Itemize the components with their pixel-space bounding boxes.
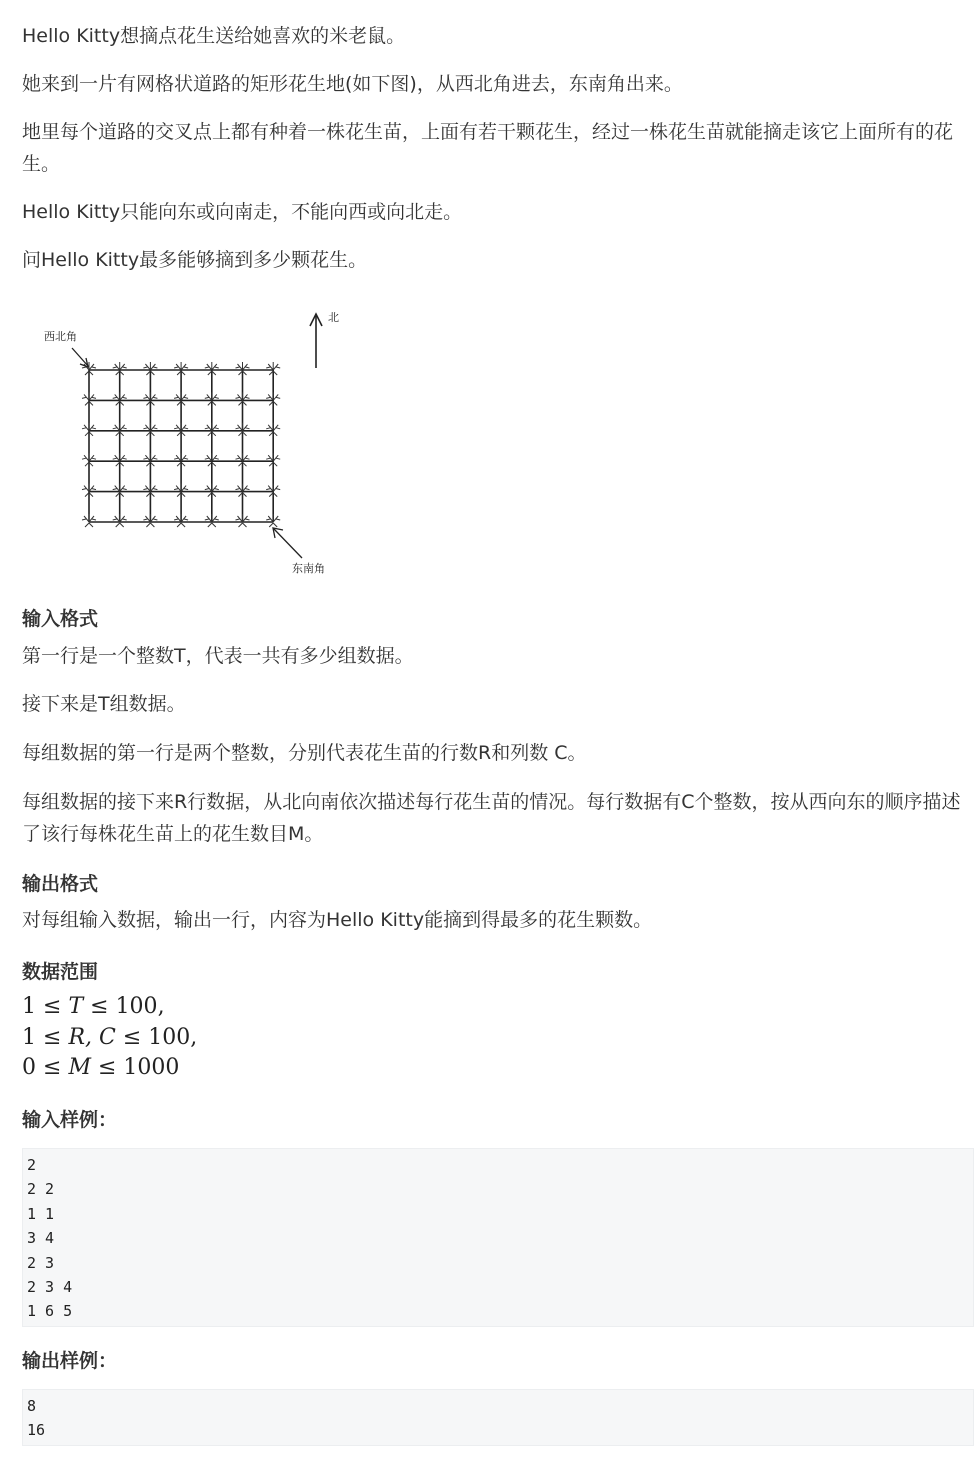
peanut-sprout-icon <box>205 514 219 527</box>
peanut-sprout-icon <box>236 514 250 527</box>
input-format-line: 接下来是T组数据。 <box>22 693 186 715</box>
sample-input-heading: 输入样例： <box>22 1109 118 1131</box>
northwest-label: 西北角 <box>44 330 77 343</box>
code-line: 2 3 <box>27 1253 55 1272</box>
range-line: 0 ≤ M ≤ 1000 <box>22 1055 180 1080</box>
peanut-sprout-icon <box>266 514 280 527</box>
peanut-field-figure <box>22 300 362 585</box>
north-arrow-icon <box>310 314 322 368</box>
southeast-label: 东南角 <box>292 562 325 575</box>
paragraph-field: 她来到一片有网格状道路的矩形花生地(如下图)，从西北角进去，东南角出来。 <box>22 73 683 95</box>
code-line: 16 <box>27 1421 46 1440</box>
paragraph-intro: Hello Kitty想摘点花生送给她喜欢的米老鼠。 <box>22 25 406 47</box>
output-format-text: 对每组输入数据，输出一行，内容为Hello Kitty能摘到得最多的花生颗数。 <box>22 909 653 931</box>
northwest-pointer-icon <box>72 348 88 367</box>
peanut-sprout-icon <box>113 514 127 527</box>
input-format-line: 每组数据的接下来R行数据，从北向南依次描述每行花生苗的情况。每行数据有C个整数，按从西向东的顺序描述了该行每株花生苗上的花生数目M。 <box>22 791 961 845</box>
code-line: 8 <box>27 1397 37 1415</box>
paragraph-peanuts: 地里每个道路的交叉点上都有种着一株花生苗，上面有若干颗花生，经过一株花生苗就能摘走该它上面所有的花生。 <box>22 121 954 175</box>
data-range-heading: 数据范围 <box>22 961 99 983</box>
input-format-heading: 输入格式 <box>22 608 99 630</box>
range-line: 1 ≤ R, C ≤ 100, <box>22 1025 198 1050</box>
code-line: 2 2 <box>27 1180 55 1199</box>
range-line: 1 ≤ T ≤ 100, <box>22 994 165 1019</box>
peanut-sprout-icon <box>82 514 96 527</box>
sample-input-block[interactable] <box>22 1148 974 1327</box>
output-format-heading: 输出格式 <box>22 873 99 895</box>
peanut-sprout-icon <box>174 514 188 527</box>
southeast-pointer-icon <box>273 528 302 558</box>
code-line: 3 4 <box>27 1229 55 1248</box>
code-line: 1 1 <box>27 1204 55 1223</box>
paragraph-question: 问Hello Kitty最多能够摘到多少颗花生。 <box>22 249 368 271</box>
code-line: 2 <box>27 1156 37 1174</box>
peanut-sprout-icon <box>143 514 157 527</box>
input-format-line: 第一行是一个整数T，代表一共有多少组数据。 <box>22 645 414 667</box>
input-format-line: 每组数据的第一行是两个整数，分别代表花生苗的行数R和列数 C。 <box>22 742 587 764</box>
code-line: 2 3 4 <box>27 1278 73 1297</box>
sample-output-heading: 输出样例： <box>22 1350 118 1372</box>
sample-output-block[interactable] <box>22 1389 974 1446</box>
code-line: 1 6 5 <box>27 1302 73 1321</box>
north-label: 北 <box>328 311 339 324</box>
paragraph-directions: Hello Kitty只能向东或向南走，不能向西或向北走。 <box>22 201 463 223</box>
